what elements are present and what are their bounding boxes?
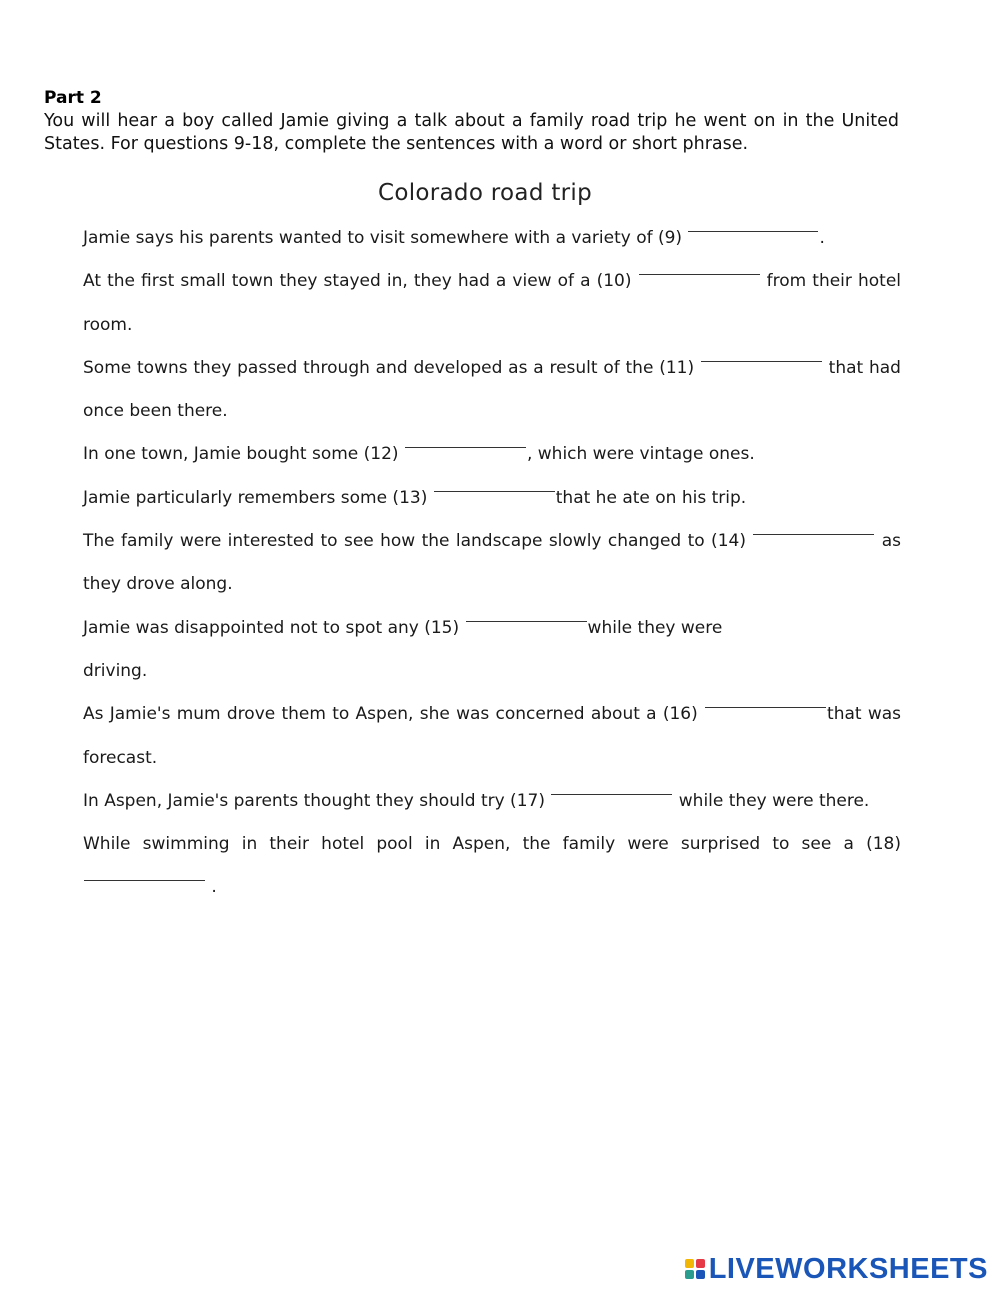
logo-square-3 bbox=[685, 1270, 694, 1279]
answer-blank-17[interactable] bbox=[551, 780, 672, 795]
answer-input-14[interactable] bbox=[753, 534, 874, 548]
question-14: The family were interested to see how the landscape slowly changed to (14) as they drove along. bbox=[83, 520, 901, 607]
liveworksheets-logo-text: LIVEWORKSHEETS bbox=[708, 1253, 988, 1285]
answer-input-12[interactable] bbox=[405, 447, 526, 461]
logo-square-4 bbox=[696, 1270, 705, 1279]
answer-input-15[interactable] bbox=[466, 621, 587, 635]
answer-blank-11[interactable] bbox=[701, 347, 822, 362]
answer-blank-9[interactable] bbox=[688, 217, 818, 232]
answer-blank-15[interactable] bbox=[466, 607, 587, 622]
question-11: Some towns they passed through and developed as a result of the (11) that had once been there. bbox=[83, 347, 901, 434]
answer-blank-18[interactable] bbox=[84, 866, 205, 881]
answer-blank-12[interactable] bbox=[405, 433, 526, 448]
question-15: Jamie was disappointed not to spot any (15) while they were driving. bbox=[83, 607, 901, 694]
logo-square-1 bbox=[685, 1259, 694, 1268]
answer-input-9[interactable] bbox=[688, 231, 818, 245]
question-10: At the first small town they stayed in, they had a view of a (10) from their hotel room. bbox=[83, 260, 901, 347]
question-16: As Jamie's mum drove them to Aspen, she was concerned about a (16) that was forecast. bbox=[83, 693, 901, 780]
liveworksheets-logo bbox=[685, 1253, 988, 1285]
liveworksheets-logo-icon bbox=[685, 1259, 705, 1279]
question-12: In one town, Jamie bought some (12) , which were vintage ones. bbox=[83, 433, 901, 476]
question-list bbox=[83, 217, 901, 910]
question-18: While swimming in their hotel pool in Aspen, the family were surprised to see a (18) . bbox=[83, 834, 901, 898]
question-17: In Aspen, Jamie's parents thought they should try (17) while they were there. bbox=[83, 780, 901, 823]
question-9: Jamie says his parents wanted to visit somewhere with a variety of (9) . bbox=[83, 217, 901, 260]
answer-blank-10[interactable] bbox=[639, 260, 760, 275]
answer-input-17[interactable] bbox=[551, 794, 672, 808]
answer-input-13[interactable] bbox=[434, 491, 555, 505]
answer-input-11[interactable] bbox=[701, 361, 822, 375]
answer-input-16[interactable] bbox=[705, 707, 826, 721]
part-heading: Part 2 bbox=[44, 88, 102, 108]
answer-input-18[interactable] bbox=[84, 880, 205, 894]
answer-blank-14[interactable] bbox=[753, 520, 874, 535]
question-13: Jamie particularly remembers some (13) that he ate on his trip. bbox=[83, 477, 901, 520]
logo-square-2 bbox=[696, 1259, 705, 1268]
answer-blank-13[interactable] bbox=[434, 477, 555, 492]
answer-blank-16[interactable] bbox=[705, 693, 826, 708]
answer-input-10[interactable] bbox=[639, 274, 760, 288]
instructions: You will hear a boy called Jamie giving a talk about a family road trip he went on in the United States. For questions 9-18, complete the sentences with a word or short phrase. bbox=[44, 111, 899, 154]
page-title: Colorado road trip bbox=[377, 180, 593, 206]
